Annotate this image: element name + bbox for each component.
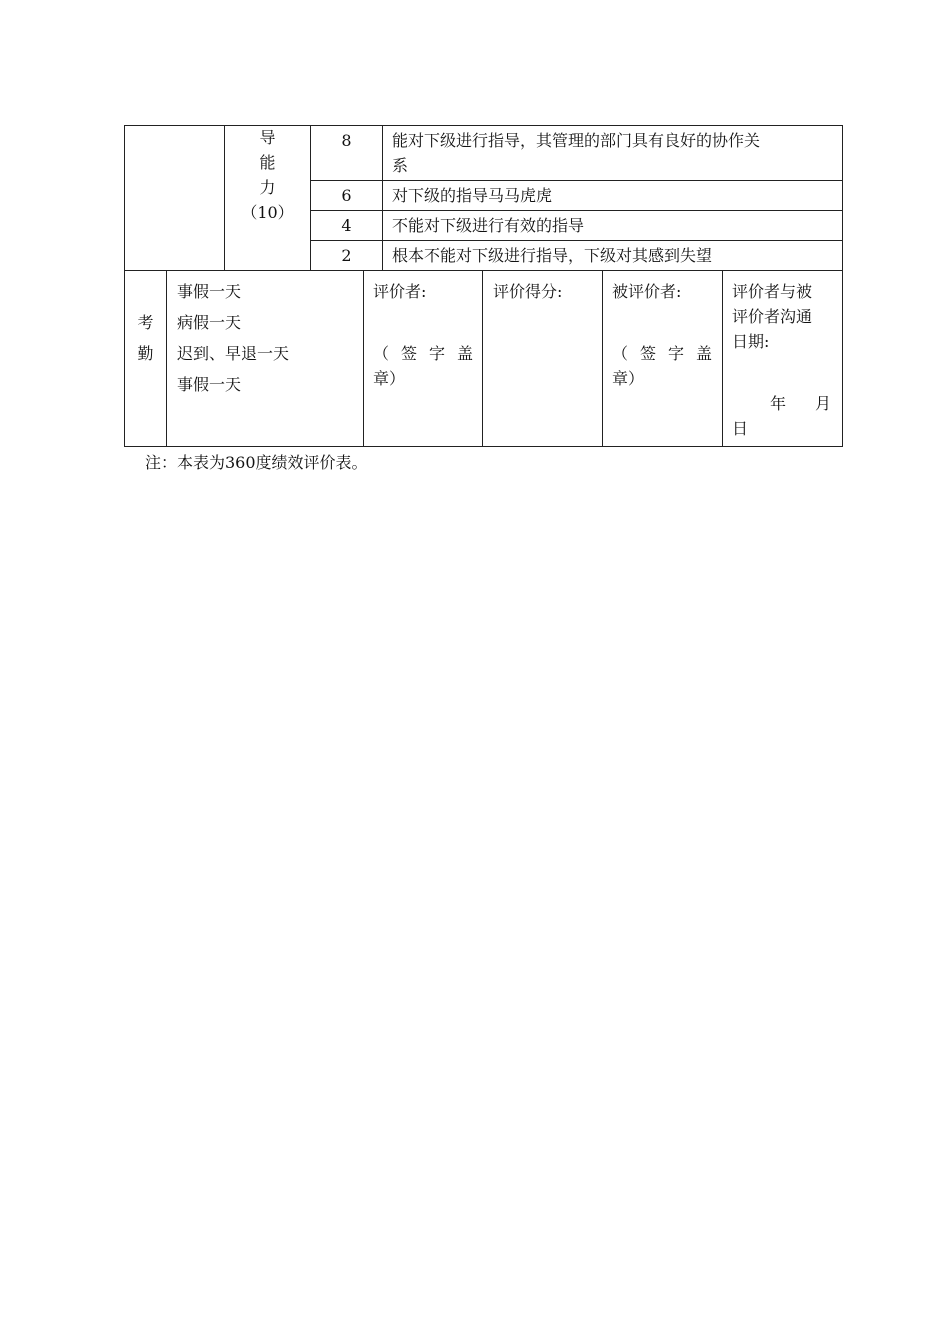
score-value: 6 [341, 186, 352, 205]
score-value: 2 [341, 246, 352, 265]
score-description: 对下级的指导马马虎虎 [392, 186, 553, 205]
section-divider [124, 270, 843, 271]
column-divider [166, 270, 167, 446]
communication-date-label: 日期: [732, 332, 770, 351]
communication-date-label: 评价者沟通 [732, 307, 813, 326]
score-description: 能对下级进行指导，其管理的部门具有良好的协作关 [392, 131, 761, 150]
evaluation-score-label: 评价得分: [493, 282, 563, 301]
row-divider [310, 180, 843, 181]
communication-date-label: 评价者与被 [732, 282, 813, 301]
sign-char: 签 [639, 344, 656, 363]
column-divider [363, 270, 364, 446]
table-note: 注：本表为360度绩效评价表。 [145, 453, 368, 472]
sign-char: 盖 [456, 344, 473, 363]
attendance-label-char: 勤 [137, 344, 154, 363]
evaluator-label: 评价者: [373, 282, 427, 301]
date-day-label: 日 [732, 419, 749, 438]
sign-char: （ [612, 344, 629, 363]
evaluator-signature-hint [373, 342, 473, 366]
score-description: 不能对下级进行有效的指导 [392, 216, 585, 235]
attendance-item: 事假一天 [177, 282, 242, 301]
sign-char: 字 [667, 344, 684, 363]
sign-char: 字 [428, 344, 445, 363]
score-value: 8 [341, 131, 352, 150]
criterion-weight: （10） [241, 203, 294, 222]
criterion-name-char: 力 [259, 178, 276, 197]
date-year-label: 年 [770, 394, 787, 413]
attendance-item: 事假一天 [177, 375, 242, 394]
sign-char: 盖 [695, 344, 712, 363]
evaluatee-signature-hint [612, 342, 712, 366]
date-month-label: 月 [815, 394, 832, 413]
table-border-right [842, 125, 843, 447]
row-divider [310, 210, 843, 211]
table-border-bottom [124, 446, 843, 447]
attendance-item: 迟到、早退一天 [177, 344, 290, 363]
column-divider [722, 270, 723, 446]
sign-char: （ [373, 344, 390, 363]
score-description: 根本不能对下级进行指导，下级对其感到失望 [392, 246, 713, 265]
criterion-name-char: 导 [259, 128, 276, 147]
score-description-continued: 系 [392, 156, 409, 175]
score-value: 4 [341, 216, 352, 235]
criterion-name-char: 能 [259, 153, 276, 172]
column-divider [482, 270, 483, 446]
column-divider [602, 270, 603, 446]
row-divider [310, 240, 843, 241]
evaluatee-label: 被评价者: [612, 282, 682, 301]
evaluator-signature-hint-end: 章） [373, 369, 406, 388]
attendance-item: 病假一天 [177, 313, 242, 332]
table-border-left [124, 125, 125, 447]
evaluatee-signature-hint-end: 章） [612, 369, 645, 388]
column-divider [382, 125, 383, 270]
attendance-label-char: 考 [137, 313, 154, 332]
sign-char: 签 [400, 344, 417, 363]
